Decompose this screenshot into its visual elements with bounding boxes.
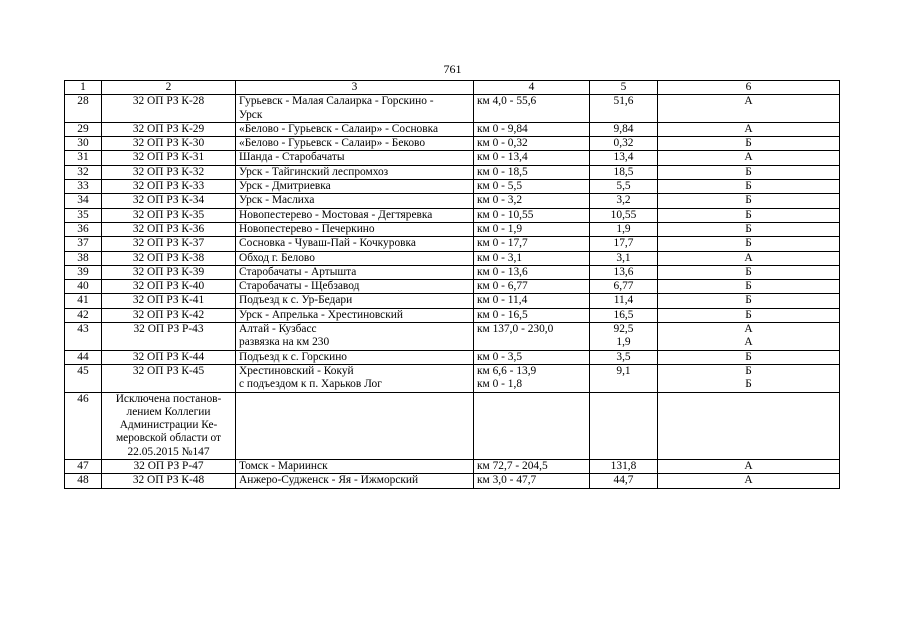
road-code: 32 ОП РЗ К-45 — [102, 364, 236, 392]
road-length — [590, 364, 658, 392]
road-category-line: А — [744, 336, 753, 349]
road-category-line: А — [744, 323, 753, 336]
road-length — [590, 122, 658, 136]
km-range-line: км 0 - 16,5 — [477, 308, 528, 321]
row-number: 45 — [65, 364, 102, 392]
road-name — [236, 180, 474, 194]
road-length — [590, 180, 658, 194]
road-category — [658, 364, 840, 392]
column-number-4: 4 — [474, 81, 590, 95]
road-length — [590, 460, 658, 474]
road-length — [590, 237, 658, 251]
road-category — [658, 350, 840, 364]
km-range-line: км 0 - 10,55 — [477, 208, 534, 221]
road-code: 32 ОП РЗ К-37 — [102, 237, 236, 251]
km-range — [474, 474, 590, 488]
row-number: 48 — [65, 474, 102, 488]
road-name-line: Новопестерево - Мостовая - Дегтяревка — [239, 208, 433, 221]
road-category-line: А — [744, 95, 753, 108]
road-code: 32 ОП РЗ К-48 — [102, 474, 236, 488]
road-name-line: «Белово - Гурьевск - Салаир» - Сосновка — [239, 122, 439, 135]
km-range-line: км 72,7 - 204,5 — [477, 460, 548, 473]
table-row — [65, 122, 840, 136]
road-length-line: 3,1 — [616, 251, 631, 264]
table-row — [65, 392, 840, 459]
road-length-line: 3,5 — [616, 350, 631, 363]
row-number: 37 — [65, 237, 102, 251]
road-name-line: Старобачаты - Артышта — [239, 265, 357, 278]
road-name — [236, 294, 474, 308]
road-length — [590, 280, 658, 294]
road-category-line: Б — [745, 308, 752, 321]
row-number: 30 — [65, 137, 102, 151]
km-range — [474, 251, 590, 265]
km-range — [474, 460, 590, 474]
table-row — [65, 251, 840, 265]
table-row — [65, 350, 840, 364]
row-number: 46 — [65, 392, 102, 459]
road-category-line: Б — [745, 165, 752, 178]
km-range-line: км 0 - 18,5 — [477, 165, 528, 178]
road-category-line: Б — [745, 265, 752, 278]
road-name — [236, 251, 474, 265]
km-range — [474, 222, 590, 236]
road-length-line: 51,6 — [613, 95, 634, 108]
km-range-line: км 0 - 0,32 — [477, 137, 528, 150]
road-name — [236, 280, 474, 294]
road-name-line: Урск - Дмитриевка — [239, 180, 331, 193]
road-category — [658, 251, 840, 265]
row-number: 44 — [65, 350, 102, 364]
road-name-line: с подъездом к п. Харьков Лог — [239, 378, 382, 391]
road-length-line: 10,55 — [610, 208, 637, 221]
road-length-line: 17,7 — [613, 237, 634, 250]
table-row — [65, 208, 840, 222]
table-row — [65, 194, 840, 208]
row-number: 34 — [65, 194, 102, 208]
road-name — [236, 122, 474, 136]
road-code: 32 ОП РЗ К-29 — [102, 122, 236, 136]
road-name-line: Урск - Апрелька - Хрестиновский — [239, 308, 403, 321]
road-category-line: Б — [745, 237, 752, 250]
table-row — [65, 265, 840, 279]
km-range — [474, 208, 590, 222]
exclusion-note-line: лением Коллегии — [126, 405, 211, 418]
road-category-line: А — [744, 151, 753, 164]
road-name-line: Сосновка - Чуваш-Пай - Кочкуровка — [239, 237, 416, 250]
km-range — [474, 364, 590, 392]
road-category — [658, 237, 840, 251]
road-length-line: 16,5 — [613, 308, 634, 321]
table-row — [65, 165, 840, 179]
road-name — [236, 308, 474, 322]
road-code: 32 ОП РЗ К-32 — [102, 165, 236, 179]
row-number: 29 — [65, 122, 102, 136]
road-code: 32 ОП РЗ К-41 — [102, 294, 236, 308]
road-length — [590, 222, 658, 236]
road-category — [658, 137, 840, 151]
road-length-line: 11,4 — [613, 294, 634, 307]
road-category — [658, 180, 840, 194]
road-name-line: Новопестерево - Печеркино — [239, 222, 375, 235]
road-length — [590, 95, 658, 123]
road-category-line: Б — [745, 378, 752, 391]
road-category-line: Б — [745, 208, 752, 221]
road-name — [236, 364, 474, 392]
road-code: 32 ОП РЗ К-35 — [102, 208, 236, 222]
table-row — [65, 222, 840, 236]
road-length-line: 1,9 — [616, 336, 631, 349]
road-name — [236, 237, 474, 251]
road-length — [590, 350, 658, 364]
road-name — [236, 392, 474, 459]
road-code: 32 ОП РЗ К-30 — [102, 137, 236, 151]
road-category — [658, 222, 840, 236]
road-name-line: Урск - Маслиха — [239, 194, 315, 207]
road-length — [590, 137, 658, 151]
road-code: 32 ОП РЗ К-34 — [102, 194, 236, 208]
road-length — [590, 392, 658, 459]
km-range — [474, 180, 590, 194]
km-range — [474, 308, 590, 322]
road-code: 32 ОП РЗ К-28 — [102, 95, 236, 123]
road-name-line: Урск - Тайгинский леспромхоз — [239, 165, 389, 178]
road-code: 32 ОП РЗ К-38 — [102, 251, 236, 265]
row-number: 43 — [65, 323, 102, 351]
km-range — [474, 323, 590, 351]
road-code: 32 ОП РЗ К-42 — [102, 308, 236, 322]
road-category — [658, 460, 840, 474]
km-range-line: км 0 - 11,4 — [477, 294, 528, 307]
km-range-line: км 0 - 6,77 — [477, 280, 528, 293]
exclusion-note-line: Исключена постанов- — [115, 392, 222, 405]
table-row — [65, 308, 840, 322]
km-range — [474, 294, 590, 308]
road-category-line: Б — [745, 137, 752, 150]
row-number: 31 — [65, 151, 102, 165]
road-category — [658, 474, 840, 488]
road-length — [590, 308, 658, 322]
km-range-line: км 0 - 1,9 — [477, 222, 523, 235]
table-row — [65, 294, 840, 308]
row-number: 42 — [65, 308, 102, 322]
road-code: 32 ОП РЗ К-31 — [102, 151, 236, 165]
row-number: 41 — [65, 294, 102, 308]
column-number-2: 2 — [102, 81, 236, 95]
km-range — [474, 265, 590, 279]
road-length-line: 13,6 — [613, 265, 634, 278]
road-length-line: 1,9 — [616, 222, 631, 235]
road-length-line: 13,4 — [613, 151, 634, 164]
road-length-line: 9,1 — [616, 364, 631, 377]
road-name — [236, 165, 474, 179]
row-number: 40 — [65, 280, 102, 294]
km-range-line: км 0 - 13,4 — [477, 151, 528, 164]
road-category — [658, 194, 840, 208]
km-range-line: км 4,0 - 55,6 — [477, 95, 537, 108]
road-length — [590, 165, 658, 179]
road-length — [590, 474, 658, 488]
road-category-line: Б — [745, 350, 752, 363]
column-number-5: 5 — [590, 81, 658, 95]
km-range — [474, 137, 590, 151]
road-length-line: 18,5 — [613, 165, 634, 178]
table-row — [65, 95, 840, 123]
road-name — [236, 222, 474, 236]
road-name — [236, 350, 474, 364]
road-category-line: А — [744, 251, 753, 264]
road-category — [658, 208, 840, 222]
row-number: 28 — [65, 95, 102, 123]
table-row — [65, 364, 840, 392]
km-range — [474, 194, 590, 208]
table-row — [65, 280, 840, 294]
table-row — [65, 137, 840, 151]
road-length — [590, 208, 658, 222]
road-name-line: Гурьевск - Малая Салаирка - Горскино - — [239, 95, 434, 108]
road-name-line: Алтай - Кузбасс — [239, 323, 317, 336]
table-row — [65, 460, 840, 474]
road-category — [658, 308, 840, 322]
km-range — [474, 122, 590, 136]
road-length — [590, 251, 658, 265]
road-name — [236, 460, 474, 474]
road-length-line: 131,8 — [610, 460, 637, 473]
km-range-line: км 0 - 17,7 — [477, 237, 528, 250]
road-category — [658, 122, 840, 136]
road-length-line: 44,7 — [613, 474, 634, 487]
road-name — [236, 323, 474, 351]
road-category — [658, 280, 840, 294]
road-name — [236, 194, 474, 208]
km-range-line: км 0 - 3,2 — [477, 194, 523, 207]
km-range-line: км 3,0 - 47,7 — [477, 474, 537, 487]
km-range-line: км 137,0 - 230,0 — [477, 323, 554, 336]
road-category-line: А — [744, 460, 753, 473]
road-category — [658, 151, 840, 165]
km-range-line: км 0 - 3,5 — [477, 350, 523, 363]
road-name-line: Томск - Мариинск — [239, 460, 328, 473]
road-category-line: Б — [745, 194, 752, 207]
column-number-3: 3 — [236, 81, 474, 95]
road-code: 32 ОП РЗ К-40 — [102, 280, 236, 294]
road-name-line: Хрестиновский - Кокуй — [239, 364, 354, 377]
road-length — [590, 151, 658, 165]
road-category-line: А — [744, 122, 753, 135]
road-category — [658, 323, 840, 351]
road-name-line: Обход г. Белово — [239, 251, 315, 264]
km-range-line: км 0 - 1,8 — [477, 378, 523, 391]
road-name — [236, 95, 474, 123]
km-range — [474, 151, 590, 165]
road-code: 32 ОП РЗ К-36 — [102, 222, 236, 236]
road-name-line: Подъезд к с. Горскино — [239, 350, 347, 363]
road-length-line: 9,84 — [613, 122, 634, 135]
exclusion-note-line: 22.05.2015 №147 — [127, 445, 210, 458]
km-range-line: км 0 - 13,6 — [477, 265, 528, 278]
road-category-line: Б — [745, 280, 752, 293]
road-code: 32 ОП РЗ К-44 — [102, 350, 236, 364]
road-category-line: Б — [745, 180, 752, 193]
km-range-line: км 6,6 - 13,9 — [477, 364, 537, 377]
road-length-line: 5,5 — [616, 180, 631, 193]
road-code: 32 ОП РЗ К-33 — [102, 180, 236, 194]
road-category — [658, 294, 840, 308]
road-category — [658, 165, 840, 179]
road-name — [236, 474, 474, 488]
table-row — [65, 323, 840, 351]
road-name — [236, 137, 474, 151]
road-code: 32 ОП РЗ Р-43 — [102, 323, 236, 351]
road-category-line: Б — [745, 294, 752, 307]
table-row — [65, 237, 840, 251]
column-number-6: 6 — [658, 81, 840, 95]
road-name-line: развязка на км 230 — [239, 336, 330, 349]
row-number: 47 — [65, 460, 102, 474]
road-category — [658, 95, 840, 123]
km-range-line: км 0 - 3,1 — [477, 251, 523, 264]
row-number: 39 — [65, 265, 102, 279]
row-number: 33 — [65, 180, 102, 194]
road-name-line: Старобачаты - Щебзавод — [239, 280, 360, 293]
road-name-line: Анжеро-Судженск - Яя - Ижморский — [239, 474, 419, 487]
row-number: 35 — [65, 208, 102, 222]
roads-table — [64, 80, 840, 489]
road-name — [236, 208, 474, 222]
road-length-line: 3,2 — [616, 194, 631, 207]
road-name — [236, 265, 474, 279]
road-name — [236, 151, 474, 165]
table-row — [65, 151, 840, 165]
km-range — [474, 350, 590, 364]
km-range — [474, 392, 590, 459]
roads-table-body — [65, 81, 840, 489]
row-number: 36 — [65, 222, 102, 236]
road-name-line: Подъезд к с. Ур-Бедари — [239, 294, 353, 307]
road-code — [102, 392, 236, 459]
km-range — [474, 95, 590, 123]
road-category — [658, 392, 840, 459]
road-length — [590, 323, 658, 351]
row-number: 38 — [65, 251, 102, 265]
road-length-line: 92,5 — [613, 323, 634, 336]
road-length-line: 0,32 — [613, 137, 634, 150]
column-number-1: 1 — [65, 81, 102, 95]
road-code: 32 ОП РЗ К-39 — [102, 265, 236, 279]
column-number-row — [65, 81, 840, 95]
road-category-line: Б — [745, 222, 752, 235]
road-name-line: «Белово - Гурьевск - Салаир» - Беково — [239, 137, 426, 150]
road-category-line: Б — [745, 364, 752, 377]
table-row — [65, 180, 840, 194]
road-name-line: Шанда - Старобачаты — [239, 151, 345, 164]
road-category — [658, 265, 840, 279]
table-row — [65, 474, 840, 488]
road-code: 32 ОП РЗ Р-47 — [102, 460, 236, 474]
km-range-line: км 0 - 5,5 — [477, 180, 523, 193]
road-category-line: А — [744, 474, 753, 487]
km-range — [474, 165, 590, 179]
exclusion-note-line: меровской области от — [115, 432, 222, 445]
km-range — [474, 237, 590, 251]
road-name-line: Урск — [239, 108, 263, 121]
exclusion-note-line: Администрации Ке- — [119, 419, 218, 432]
road-length — [590, 265, 658, 279]
km-range — [474, 280, 590, 294]
row-number: 32 — [65, 165, 102, 179]
road-length — [590, 194, 658, 208]
road-length — [590, 294, 658, 308]
km-range-line: км 0 - 9,84 — [477, 122, 528, 135]
road-length-line: 6,77 — [613, 280, 634, 293]
page-number: 761 — [443, 62, 462, 76]
